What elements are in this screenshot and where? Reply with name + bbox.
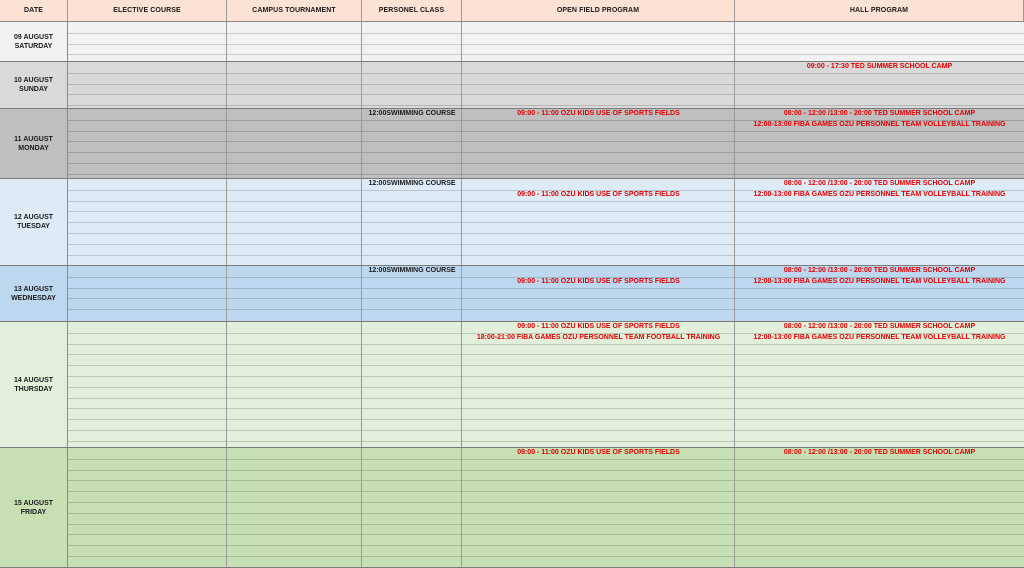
grid-line xyxy=(68,376,1024,377)
event-text: 08:00 - 12:00 /13:00 - 20:00 TED SUMMER SCHOOL CAMP xyxy=(783,110,976,117)
date-label: 11 AUGUST xyxy=(14,135,53,143)
grid-line xyxy=(68,84,1024,85)
column-border xyxy=(461,109,462,178)
column-border xyxy=(226,266,227,321)
column-border xyxy=(361,22,362,61)
event-text: 12:00SWIMMING COURSE xyxy=(368,180,456,187)
grid-line xyxy=(68,152,1024,153)
event-text: 12:00SWIMMING COURSE xyxy=(368,267,456,274)
day-block xyxy=(0,448,1024,568)
date-cell xyxy=(0,62,68,108)
header-personel: PERSONEL CLASS xyxy=(362,0,462,22)
grid-line xyxy=(68,459,1024,460)
event-text: 08:00 - 12:00 /13:00 - 20:00 TED SUMMER SCHOOL CAMP xyxy=(783,323,976,330)
column-border xyxy=(361,179,362,265)
event-text: 08:00 - 12:00 /13:00 - 20:00 TED SUMMER SCHOOL CAMP xyxy=(783,449,976,456)
column-border xyxy=(226,179,227,265)
weekday-label: TUESDAY xyxy=(17,223,50,230)
grid-line xyxy=(68,298,1024,299)
event-text: 12:00-13:00 FIBA GAMES OZU PERSONNEL TEAM VOLLEYBALL TRAINING xyxy=(753,121,1006,128)
date-label: 09 AUGUST xyxy=(13,33,54,41)
event-text: 12:00SWIMMING COURSE xyxy=(368,110,456,117)
weekday-label: SATURDAY xyxy=(14,42,53,50)
date-cell xyxy=(0,448,68,567)
day-block xyxy=(0,62,1024,109)
grid-line xyxy=(68,502,1024,503)
event-text: 12:00-13:00 FIBA GAMES OZU PERSONNEL TEAM VOLLEYBALL TRAINING xyxy=(753,191,1006,198)
day-block xyxy=(0,322,1024,448)
event-text: 09:00 - 17:30 TED SUMMER SCHOOL CAMP xyxy=(806,63,953,70)
grid-line xyxy=(68,54,1024,55)
event-text: 12:00-13:00 FIBA GAMES OZU PERSONNEL TEAM VOLLEYBALL TRAINING xyxy=(753,334,1006,341)
grid-line xyxy=(68,174,1024,175)
column-border xyxy=(361,62,362,108)
event-text: 12:00-13:00 FIBA GAMES OZU PERSONNEL TEAM VOLLEYBALL TRAINING xyxy=(753,278,1006,285)
header-elective: ELECTIVE COURSE xyxy=(68,0,227,22)
grid-line xyxy=(68,163,1024,164)
weekday-label: SUNDAY xyxy=(19,86,48,93)
day-block xyxy=(0,266,1024,322)
column-border xyxy=(734,22,735,61)
column-border xyxy=(226,448,227,567)
grid-line xyxy=(68,244,1024,245)
grid-line xyxy=(68,398,1024,399)
event-text: 09:00 - 11:00 OZU KIDS USE OF SPORTS FIELDS xyxy=(517,449,680,456)
grid-line xyxy=(68,73,1024,74)
grid-line xyxy=(68,387,1024,388)
date-label: 13 AUGUST xyxy=(13,285,54,293)
header-open: OPEN FIELD PROGRAM xyxy=(462,0,735,22)
day-block xyxy=(0,179,1024,266)
date-label: 12 AUGUST xyxy=(13,214,54,221)
event-text: 18:00-21:00 FIBA GAMES OZU PERSONNEL TEAM FOOTBALL TRAINING xyxy=(476,334,721,341)
column-border xyxy=(226,22,227,61)
column-border xyxy=(461,22,462,61)
grid-line xyxy=(68,408,1024,409)
grid-line xyxy=(68,105,1024,106)
column-border xyxy=(361,448,362,567)
grid-line xyxy=(68,430,1024,431)
grid-line xyxy=(68,201,1024,202)
date-cell xyxy=(0,22,68,61)
grid-line xyxy=(68,480,1024,481)
column-border xyxy=(461,448,462,567)
grid-line xyxy=(68,233,1024,234)
grid-line xyxy=(68,524,1024,525)
column-border xyxy=(361,322,362,447)
grid-line xyxy=(68,513,1024,514)
grid-line xyxy=(68,419,1024,420)
weekday-label: MONDAY xyxy=(18,144,49,152)
date-label: 10 AUGUST xyxy=(13,77,54,84)
column-border xyxy=(361,109,362,178)
grid-line xyxy=(68,545,1024,546)
weekday-label: FRIDAY xyxy=(20,508,47,516)
header-hall: HALL PROGRAM xyxy=(735,0,1024,22)
grid-line xyxy=(68,222,1024,223)
grid-line xyxy=(68,534,1024,535)
grid-line xyxy=(68,44,1024,45)
date-cell xyxy=(0,179,68,265)
column-border xyxy=(226,322,227,447)
header-date: DATE xyxy=(0,0,68,22)
column-border xyxy=(226,62,227,108)
grid-line xyxy=(68,491,1024,492)
grid-line xyxy=(68,255,1024,256)
event-text: 09:00 - 11:00 OZU KIDS USE OF SPORTS FIELDS xyxy=(517,110,680,117)
date-label: 15 AUGUST xyxy=(13,499,54,507)
grid-line xyxy=(68,33,1024,34)
event-text: 08:00 - 12:00 /13:00 - 20:00 TED SUMMER SCHOOL CAMP xyxy=(783,180,976,187)
grid-line xyxy=(68,131,1024,132)
grid-line xyxy=(68,141,1024,142)
column-border xyxy=(226,109,227,178)
day-block xyxy=(0,109,1024,179)
grid-line xyxy=(68,344,1024,345)
grid-line xyxy=(68,556,1024,557)
grid-line xyxy=(68,365,1024,366)
grid-line xyxy=(68,211,1024,212)
date-cell xyxy=(0,109,68,178)
grid-line xyxy=(68,470,1024,471)
column-border xyxy=(461,62,462,108)
event-text: 09:00 - 11:00 OZU KIDS USE OF SPORTS FIELDS xyxy=(517,278,680,285)
weekday-label: THURSDAY xyxy=(14,385,53,393)
date-cell xyxy=(0,266,68,321)
event-text: 09:00 - 11:00 OZU KIDS USE OF SPORTS FIELDS xyxy=(517,191,680,198)
grid-line xyxy=(68,94,1024,95)
grid-line xyxy=(68,288,1024,289)
weekday-label: WEDNESDAY xyxy=(11,294,56,302)
date-cell xyxy=(0,322,68,447)
event-text: 09:00 - 11:00 OZU KIDS USE OF SPORTS FIELDS xyxy=(517,323,680,330)
grid-line xyxy=(68,309,1024,310)
header-tournament: CAMPUS TOURNAMENT xyxy=(227,0,362,22)
day-block xyxy=(0,22,1024,62)
column-border xyxy=(734,448,735,567)
date-label: 14 AUGUST xyxy=(13,376,54,384)
event-text: 08:00 - 12:00 /13:00 - 20:00 TED SUMMER SCHOOL CAMP xyxy=(783,267,976,274)
grid-line xyxy=(68,441,1024,442)
grid-line xyxy=(68,354,1024,355)
